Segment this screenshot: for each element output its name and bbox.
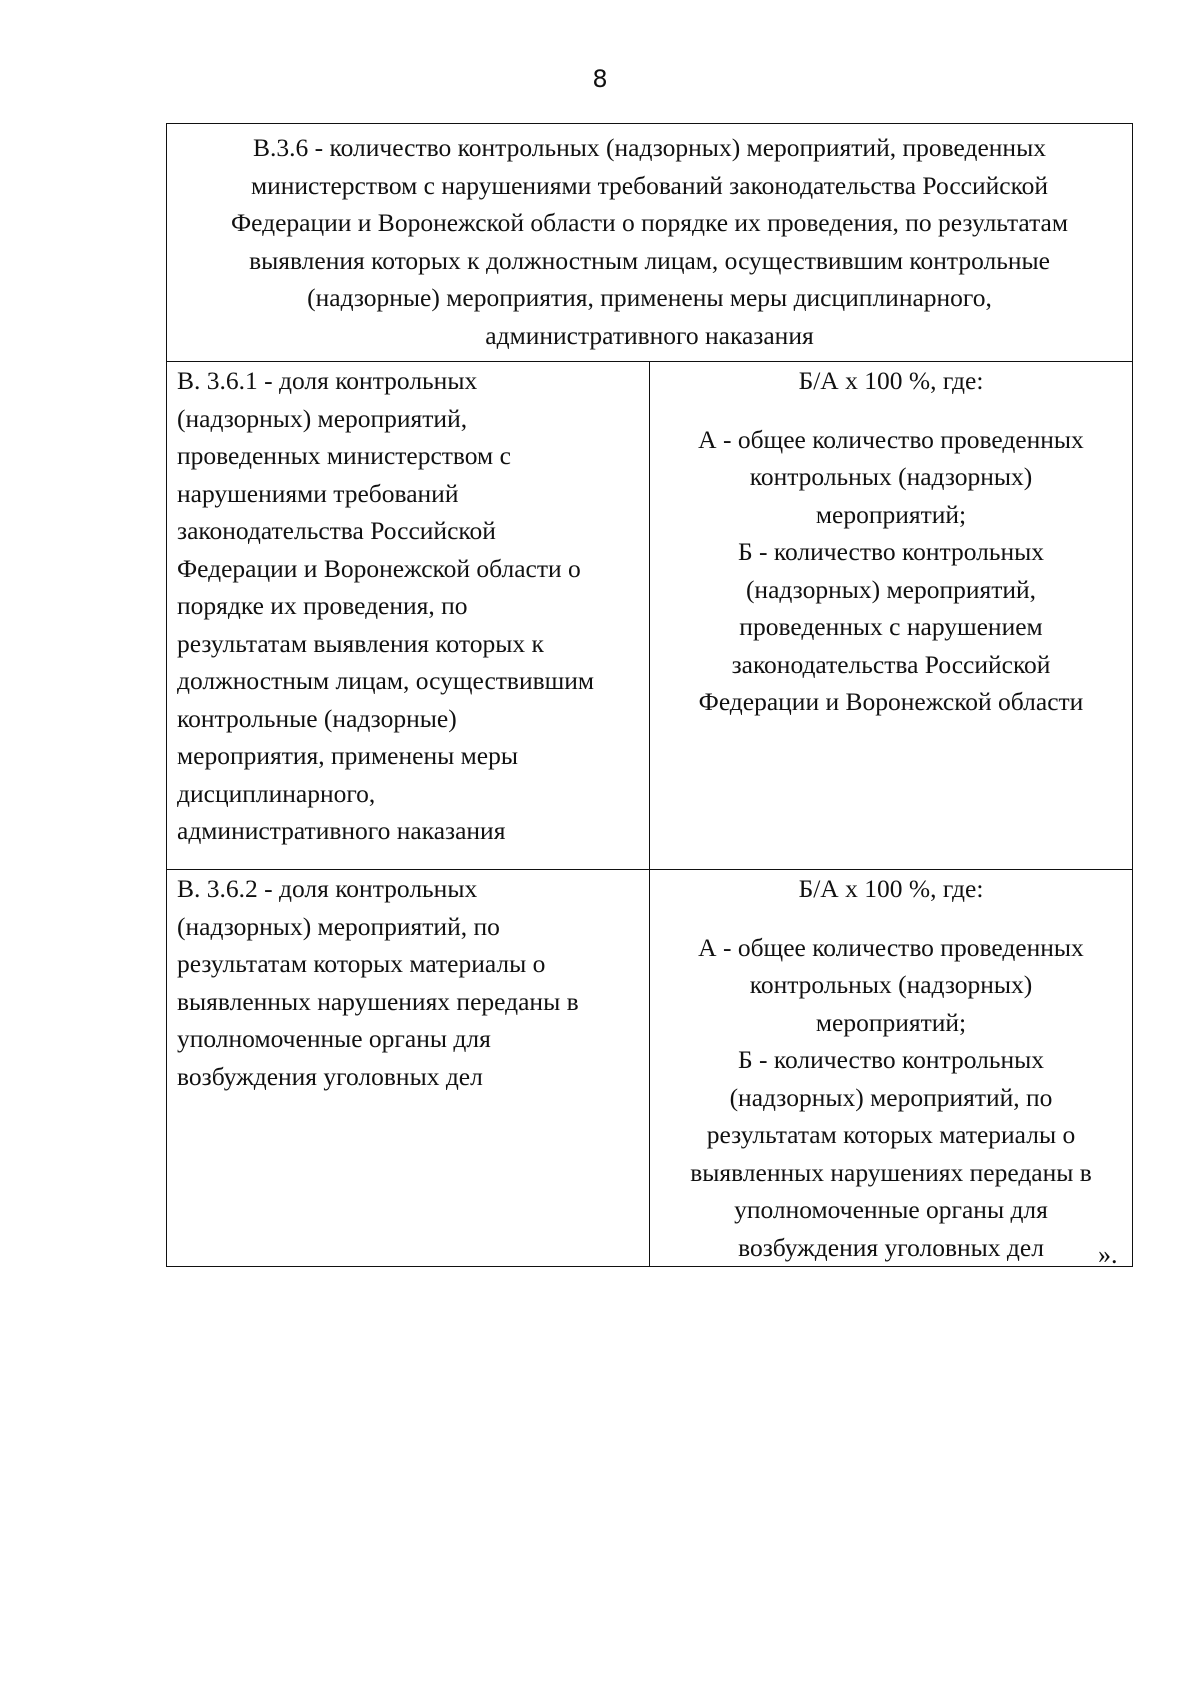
formula-cell <box>650 362 1133 870</box>
formula-line: Б - количество контрольных <box>738 1045 1044 1074</box>
indicator-line: контрольные (надзорные) <box>177 703 457 733</box>
header-line: министерством с нарушениями требований законодательства Российской <box>250 170 1049 200</box>
formula-line: А - общее количество проведенных <box>698 932 1084 962</box>
indicator-line: возбуждения уголовных дел <box>177 1061 483 1091</box>
formula-line: законодательства Российской <box>731 649 1051 679</box>
formula-line: Федерации и Воронежской области <box>698 687 1084 716</box>
indicator-line: результатам выявления которых к <box>177 628 544 658</box>
header-line: Федерации и Воронежской области о порядке их проведения, по результатам <box>230 208 1068 237</box>
indicator-line: Федерации и Воронежской области о <box>177 553 581 583</box>
indicator-line: В. 3.6.2 - доля контрольных <box>177 874 478 903</box>
indicators-table <box>166 123 1133 1267</box>
indicator-line: нарушениями требований <box>177 478 459 508</box>
formula-line: Б - количество контрольных <box>738 537 1044 566</box>
formula-text: Б/А х 100 %, где: <box>798 874 984 903</box>
indicator-line: должностным лицам, осуществившим <box>177 666 595 695</box>
indicator-line: проведенных министерством с <box>177 441 511 470</box>
formula-line: мероприятий; <box>815 499 967 529</box>
table-row <box>167 362 1133 870</box>
formula-line: А - общее количество проведенных <box>698 424 1084 454</box>
indicator-line: (надзорных) мероприятий, по <box>177 911 500 941</box>
header-line: В.3.6 - количество контрольных (надзорных) мероприятий, проведенных <box>253 133 1046 162</box>
formula-line: возбуждения уголовных дел <box>738 1232 1044 1262</box>
table-row <box>167 870 1133 1267</box>
table-header-row <box>167 124 1133 362</box>
header-line: (надзорные) мероприятия, применены меры дисциплинарного, <box>307 283 992 312</box>
indicator-line: В. 3.6.1 - доля контрольных <box>177 366 478 395</box>
formula-line: проведенных с нарушением <box>739 612 1043 641</box>
indicator-line: порядке их проведения, по <box>177 591 468 620</box>
indicator-line: законодательства Российской <box>177 516 496 545</box>
formula-line: контрольных (надзорных) <box>749 970 1033 999</box>
indicator-line: (надзорных) мероприятий, <box>177 403 468 433</box>
indicator-line: результатам которых материалы о <box>177 949 546 978</box>
indicator-line: выявленных нарушениях переданы в <box>177 986 579 1016</box>
indicator-description-cell <box>167 362 650 870</box>
indicator-line: мероприятия, применены меры <box>177 741 518 770</box>
indicator-line: уполномоченные органы для <box>177 1024 491 1053</box>
formula-line: мероприятий; <box>815 1007 967 1037</box>
formula-line: уполномоченные органы для <box>734 1195 1048 1224</box>
closing-quote: ». <box>1098 1240 1118 1269</box>
formula-line: (надзорных) мероприятий, по <box>729 1082 1053 1112</box>
page-number: 8 <box>592 65 608 93</box>
header-line: административного наказания <box>485 320 814 350</box>
formula-text: Б/А х 100 %, где: <box>798 366 984 395</box>
indicator-line: дисциплинарного, <box>177 778 376 808</box>
formula-line: результатам которых материалы о <box>706 1120 1076 1149</box>
formula-line: (надзорных) мероприятий, <box>745 574 1037 604</box>
formula-line: контрольных (надзорных) <box>749 462 1033 491</box>
header-line: выявления которых к должностным лицам, осуществившим контрольные <box>249 245 1050 275</box>
indicator-line: административного наказания <box>177 816 506 845</box>
indicator-header-cell <box>167 124 1133 362</box>
indicator-description-cell <box>167 870 650 1267</box>
formula-cell <box>650 870 1133 1267</box>
formula-line: выявленных нарушениях переданы в <box>690 1157 1092 1187</box>
